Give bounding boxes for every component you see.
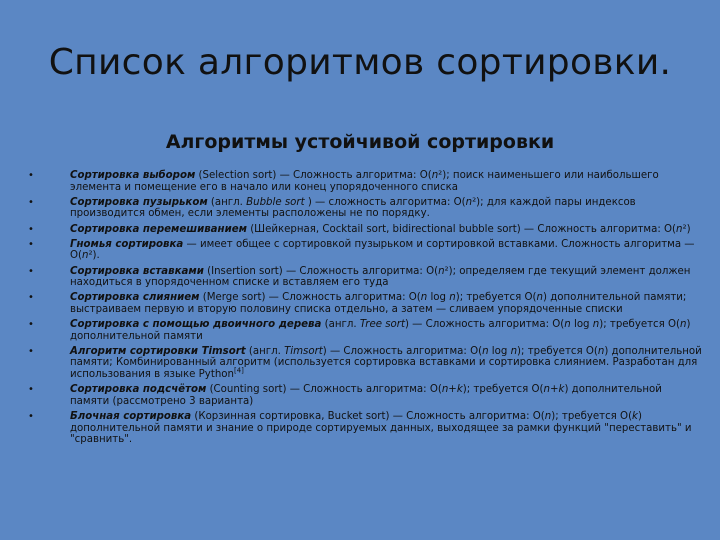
item-text: ) — Сложность алгоритма: O(	[322, 345, 483, 357]
item-text: (Selection sort) — Сложность алгоритма: O(	[195, 170, 432, 181]
list-item	[28, 239, 704, 262]
item-text: ²); определяем где текущий элемент должен находиться в упорядоченном списке и вставляем его туда	[70, 265, 691, 289]
item-text: (Insertion sort) — Сложность алгоритма: O(	[203, 265, 439, 277]
bullet-icon: •	[28, 265, 34, 277]
footnote-ref[interactable]: [4]	[233, 366, 244, 375]
item-text: (Merge sort) — Сложность алгоритма: O(	[199, 292, 421, 304]
item-text: n	[564, 319, 571, 331]
section-subtitle: Алгоритмы устойчивой сортировки	[165, 131, 555, 153]
item-text: n	[465, 196, 473, 208]
item-text: n	[592, 319, 600, 331]
item-text: (Корзинная сортировка, Bucket sort) — Сложность алгоритма: O(	[191, 411, 545, 423]
item-text: Timsort	[284, 345, 323, 357]
slide-title: Список алгоритмов сортировки.	[48, 42, 672, 83]
item-text: (англ.	[207, 196, 247, 208]
item-text: (англ.	[245, 345, 285, 357]
bullet-icon: •	[28, 238, 34, 250]
item-text: ) дополнительной памяти (рассмотрено 3 варианта)	[70, 384, 662, 407]
list-item	[28, 224, 704, 236]
item-text: k	[632, 411, 638, 423]
list-item	[28, 266, 704, 289]
item-text: Bubble sort	[246, 196, 305, 208]
item-text: n	[82, 250, 89, 262]
item-text: ); требуется O(	[551, 411, 633, 423]
item-text: ) дополнительной памяти	[70, 319, 691, 342]
list-item	[28, 411, 704, 446]
item-text: ); требуется O(	[517, 345, 598, 357]
item-text: Tree sort	[359, 319, 405, 331]
algorithm-list	[28, 170, 704, 449]
list-item	[28, 197, 704, 220]
item-text: ) — сложность алгоритма: O(	[304, 196, 466, 208]
bullet-icon: •	[28, 345, 34, 357]
item-text: ) дополнительной памяти и знание о природе сортируемых данных, выходящее за рамки функций "переставить" и "сравнить".	[70, 411, 692, 446]
list-item	[28, 319, 704, 342]
item-text: — имеет общее с сортировкой пузырьком и сортировкой вставками. Сложность алгоритма — O(	[70, 238, 695, 262]
item-text: n	[536, 292, 543, 304]
item-text: n	[676, 223, 683, 235]
item-text: ); требуется O(	[455, 292, 537, 304]
item-text: n	[543, 384, 550, 396]
item-text: ) дополнительной памяти; выстраиваем первую и вторую половину списка отдельно, а затем — сливаем упорядоченные списки	[70, 292, 687, 315]
bullet-icon: •	[28, 319, 34, 331]
item-text: k	[558, 384, 565, 396]
bullet-icon: •	[28, 223, 34, 235]
item-text: ); требуется O(	[462, 384, 544, 396]
item-text: n	[431, 170, 439, 181]
algorithm-name: Сортировка пузырьком	[70, 196, 208, 208]
item-text: +	[448, 384, 457, 396]
list-item	[28, 384, 704, 407]
item-text: k	[456, 384, 463, 396]
algorithm-name: Сортировка вставками	[70, 265, 204, 277]
algorithm-name: Алгоритм сортировки Timsort	[70, 345, 246, 357]
bullet-icon: •	[28, 411, 34, 423]
item-text: ²); для каждой пары индексов производится обмен, если элементы расположены не по порядку.	[70, 196, 636, 220]
item-text: log	[427, 292, 450, 304]
item-text: log	[488, 345, 511, 357]
bullet-icon: •	[28, 384, 34, 396]
item-text: (англ.	[321, 319, 360, 331]
algorithm-name: Сортировка выбором	[70, 170, 196, 181]
algorithm-name: Сортировка перемешиванием	[70, 223, 247, 235]
list-item	[28, 346, 704, 381]
bullet-icon: •	[28, 292, 34, 304]
item-text: (Counting sort) — Сложность алгоритма: O(	[206, 384, 442, 396]
algorithm-name: Сортировка слиянием	[70, 292, 200, 304]
item-text: +	[550, 384, 559, 396]
item-text: n	[680, 319, 687, 331]
algorithm-name: Сортировка с помощью двоичного дерева	[70, 319, 322, 331]
algorithm-name: Сортировка подсчётом	[70, 384, 207, 396]
item-text: ²	[438, 170, 443, 181]
item-text: n	[544, 411, 552, 423]
item-text: n	[420, 292, 428, 304]
item-text: ²).	[88, 250, 100, 262]
item-text: ); требуется O(	[599, 319, 681, 331]
item-text: n	[449, 292, 456, 304]
item-text: n	[597, 345, 605, 357]
bullet-icon: •	[28, 196, 34, 208]
list-item	[28, 170, 704, 193]
item-text: (Шейкерная, Cocktail sort, bidirectional bubble sort) — Сложность алгоритма: O(	[246, 223, 677, 235]
item-text: n	[441, 384, 449, 396]
item-text: ) дополнительной памяти; Комбинированный алгоритм (используется сортировка вставками и сортировка слиянием. Разработан для использования в языке Python	[70, 345, 702, 381]
item-text: ) — Сложность алгоритма: O(	[404, 319, 565, 331]
item-text: log	[570, 319, 593, 331]
item-text: ²)	[682, 223, 691, 235]
item-text: n	[438, 265, 445, 277]
list-item	[28, 292, 704, 315]
algorithm-name: Блочная сортировка	[70, 411, 192, 423]
algorithm-name: Гномья сортировка	[70, 238, 184, 250]
bullet-icon: •	[28, 170, 34, 181]
item-text: ); поиск наименьшего или наибольшего элемента и помещение его в начало или конец упорядоченного списка	[70, 170, 659, 193]
item-text: n	[510, 345, 518, 357]
item-text: n	[482, 345, 489, 357]
